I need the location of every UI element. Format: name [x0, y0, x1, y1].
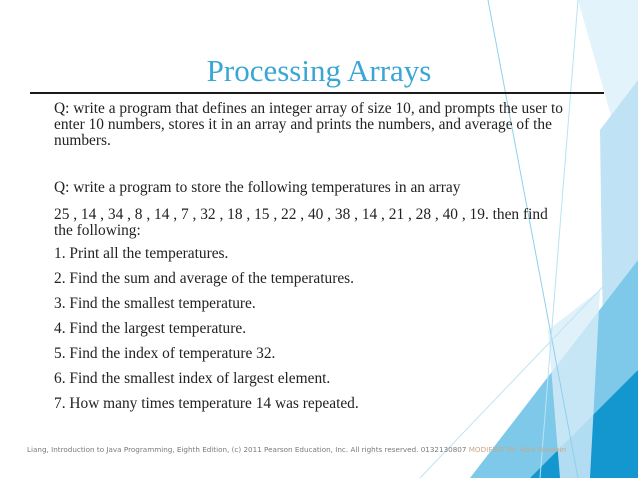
temperatures-line-2: the following: [54, 222, 141, 239]
title-divider [30, 92, 604, 94]
task-item: 6. Find the smallest index of largest element. [54, 370, 331, 387]
page-title: Processing Arrays [206, 53, 432, 88]
footer [27, 445, 566, 454]
temperatures-line-1: 25 , 14 , 34 , 8 , 14 , 7 , 32 , 18 , 15 , 22 , 40 , 38 , 14 , 21 , 28 , 40 , 19. then find [54, 206, 548, 223]
question-1-line-3: numbers. [54, 132, 111, 149]
question-1-line-2: enter 10 numbers, stores it in an array and prints the numbers, and average of the [54, 116, 552, 133]
task-item: 4. Find the largest temperature. [54, 320, 247, 337]
task-item: 7. How many times temperature 14 was repeated. [54, 395, 359, 412]
task-item: 1. Print all the temperatures. [54, 245, 229, 262]
task-item: 3. Find the smallest temperature. [54, 295, 256, 312]
footer-copyright: Liang, Introduction to Java Programming, Eighth Edition, (c) 2011 Pearson Education, Inc. All rights reserved. 0132130807 [27, 445, 467, 454]
footer-modified-by: MODIFIED BY: Abla Hussein [468, 445, 567, 454]
task-item: 5. Find the index of temperature 32. [54, 345, 276, 362]
task-item: 2. Find the sum and average of the temperatures. [54, 270, 355, 287]
question-1-line-1: Q: write a program that defines an integer array of size 10, and prompts the user to [54, 100, 564, 117]
question-2-intro: Q: write a program to store the following temperatures in an array [54, 179, 461, 196]
